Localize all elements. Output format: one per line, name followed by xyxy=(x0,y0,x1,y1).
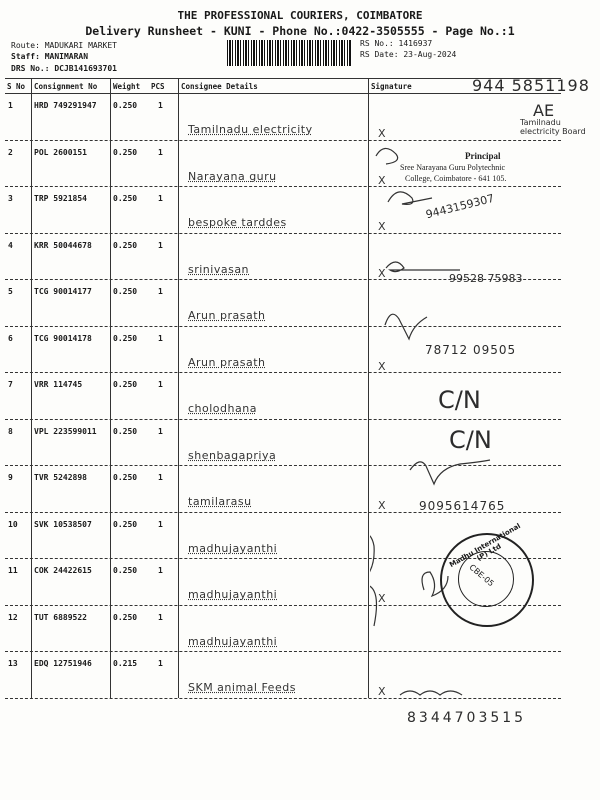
row-consignment-no: TRP 5921854 xyxy=(34,194,87,203)
row-consignee: srinivasan xyxy=(188,262,250,276)
row-sno: 2 xyxy=(8,147,13,157)
row-consignment-no: TVR 5242898 xyxy=(34,473,87,482)
route-text: Route: MADUKARI MARKET xyxy=(11,41,117,50)
runsheet-subtitle: Delivery Runsheet - KUNI - Phone No.:0422-3505555 - Page No.:1 xyxy=(85,24,515,38)
row-pcs: 1 xyxy=(158,659,163,668)
col-header-pcs: PCS xyxy=(151,82,165,91)
row-weight: 0.250 xyxy=(113,380,138,389)
row-weight: 0.250 xyxy=(113,473,138,482)
company-round-stamp xyxy=(440,521,534,627)
row-consignee: Arun prasath xyxy=(188,309,266,322)
row-consignee: madhujayanthi xyxy=(188,634,278,648)
row-sno: 11 xyxy=(8,566,18,575)
stamp-inner-text: CBE-05 xyxy=(467,562,496,589)
row-sno: 9 xyxy=(8,473,13,482)
row-pcs: 1 xyxy=(158,380,163,389)
row-weight: 0.250 xyxy=(113,240,138,250)
row-weight: 0.250 xyxy=(113,147,138,157)
rs-date: RS Date: 23-Aug-2024 xyxy=(360,50,457,59)
row-consignment-no: HRD 749291947 xyxy=(34,101,97,110)
row-weight: 0.250 xyxy=(113,566,138,575)
handwritten-phone-row3: 9443159307 xyxy=(424,191,496,222)
row-consignee: Narayana guru xyxy=(188,169,277,183)
row-consignment-no: VPL 223599011 xyxy=(34,426,97,436)
handwritten-ae-department: Tamilnadu electricity Board xyxy=(520,118,586,136)
handwritten-cn-row8: C/N xyxy=(449,426,492,454)
row-sno: 8 xyxy=(8,426,13,436)
row-consignee: shenbagapriya xyxy=(188,448,277,462)
row-weight: 0.250 xyxy=(113,101,138,110)
row-consignment-no: VRR 114745 xyxy=(34,380,83,389)
row-pcs: 1 xyxy=(158,473,163,482)
row-weight: 0.250 xyxy=(113,333,138,343)
row-consignment-no: TCG 90014178 xyxy=(34,333,92,343)
row-sno: 12 xyxy=(8,612,18,622)
row-sno: 4 xyxy=(8,240,13,250)
row-pcs: 1 xyxy=(158,240,163,250)
row-consignment-no: KRR 50044678 xyxy=(34,240,92,250)
col-header-weight: Weight xyxy=(113,82,141,91)
staff-text: Staff: MANIMARAN xyxy=(11,52,89,61)
college-stamp-line2: College, Coimbatore - 641 105. xyxy=(405,174,507,183)
barcode xyxy=(227,40,352,66)
row-consignee: madhujayanthi xyxy=(188,588,278,601)
row-signature-mark: X xyxy=(378,173,386,187)
row-sno: 10 xyxy=(8,519,18,529)
row-consignment-no: SVK 10538507 xyxy=(34,519,92,529)
row-consignment-no: POL 2600151 xyxy=(34,147,87,157)
row-sno: 6 xyxy=(8,333,13,343)
handwritten-phone-row6: 78712 09505 xyxy=(425,343,517,357)
row-signature-mark: X xyxy=(378,685,386,698)
row-consignment-no: TCG 90014177 xyxy=(34,287,92,296)
row-signature-mark: X xyxy=(378,499,386,512)
row-sno: 3 xyxy=(8,194,13,203)
handwritten-phone-row9: 9095614765 xyxy=(419,499,506,513)
row-signature-mark: X xyxy=(378,592,386,605)
row-consignee: Tamilnadu electricity xyxy=(188,123,313,136)
company-title: THE PROFESSIONAL COURIERS, COIMBATORE xyxy=(177,9,423,22)
row-consignment-no: TUT 6889522 xyxy=(34,612,87,622)
row-signature-mark: X xyxy=(378,220,386,233)
row-consignee: tamilarasu xyxy=(188,495,252,508)
handwritten-phone-footer: 8344703515 xyxy=(407,710,527,726)
row-sno: 13 xyxy=(8,659,18,668)
row-consignee: madhujayanthi xyxy=(188,541,278,555)
row-sno: 5 xyxy=(8,287,13,296)
row-pcs: 1 xyxy=(158,333,163,343)
row-weight: 0.215 xyxy=(113,659,138,668)
row-consignee: cholodhana xyxy=(188,402,257,415)
stamp-text: Madhu International (P) Ltd xyxy=(448,521,522,570)
row-consignment-no: COK 24422615 xyxy=(34,566,92,575)
handwritten-phone-top: 944 5851198 xyxy=(472,76,590,95)
row-sno: 1 xyxy=(8,101,13,110)
row-pcs: 1 xyxy=(158,101,163,110)
row-signature-mark: X xyxy=(378,266,386,280)
col-header-signature: Signature xyxy=(371,82,412,91)
row-pcs: 1 xyxy=(158,612,163,622)
principal-stamp: Principal xyxy=(465,151,501,161)
row-weight: 0.250 xyxy=(113,426,138,436)
row-consignee: SKM animal Feeds xyxy=(188,681,296,694)
col-header-consignee: Consignee Details xyxy=(181,82,258,91)
row-sno: 7 xyxy=(8,380,13,389)
row-consignee: bespoke tarddes xyxy=(188,216,287,229)
row-consignee: Arun prasath xyxy=(188,355,266,369)
row-weight: 0.250 xyxy=(113,519,138,529)
row-weight: 0.250 xyxy=(113,287,138,296)
row-pcs: 1 xyxy=(158,426,163,436)
row-consignment-no: EDQ 12751946 xyxy=(34,659,92,668)
handwritten-cn-row7: C/N xyxy=(438,386,481,414)
row-pcs: 1 xyxy=(158,194,163,203)
handwritten-phone-row4: 99528 75983 xyxy=(449,272,523,285)
rs-number: RS No.: 1416937 xyxy=(360,39,433,48)
row-signature-mark: X xyxy=(378,127,386,140)
row-pcs: 1 xyxy=(158,566,163,575)
row-pcs: 1 xyxy=(158,519,163,529)
drs-number: DRS No.: DCJB141693701 xyxy=(11,64,117,73)
row-weight: 0.250 xyxy=(113,612,138,622)
college-stamp-line1: Sree Narayana Guru Polytechnic xyxy=(400,163,506,172)
handwritten-ae: AE xyxy=(533,101,555,120)
col-header-consignment: Consignment No xyxy=(34,82,98,91)
row-pcs: 1 xyxy=(158,287,163,296)
row-signature-mark: X xyxy=(378,359,386,373)
col-header-sno: S No xyxy=(7,82,26,91)
row-weight: 0.250 xyxy=(113,194,138,203)
row-pcs: 1 xyxy=(158,147,163,157)
